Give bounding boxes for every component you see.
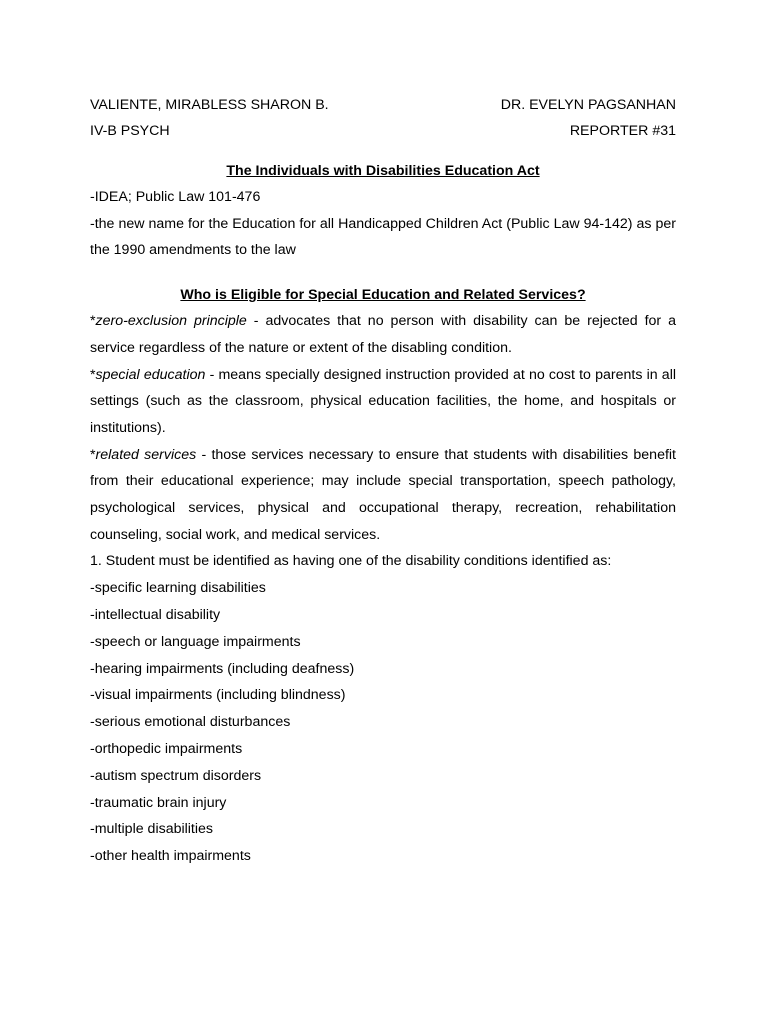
reporter-number: REPORTER #31 [569, 123, 676, 139]
document-body [90, 92, 676, 870]
professor-name: DR. EVELYN PAGSANHAN [500, 97, 676, 113]
list-item: -specific learning disabilities [90, 580, 266, 597]
section-heading-eligibility: Who is Eligible for Special Education and Related Services? [180, 287, 586, 304]
list-item: -other health impairments [90, 848, 251, 865]
list-item: -multiple disabilities [90, 821, 214, 838]
section-heading-idea: The Individuals with Disabilities Education Act [226, 163, 540, 179]
definition-term: zero-exclusion principle [95, 313, 247, 330]
list-item: -speech or language impairments [90, 633, 301, 650]
definition-paragraph: *special education - means specially designed instruction provided at no cost to parents in all settings (such as the classroom, physical education facilities, the home, and hospitals or institutions). [90, 366, 677, 436]
header-row-2 [90, 118, 676, 144]
header-row-1 [90, 92, 676, 118]
list-item: -autism spectrum disorders [90, 767, 262, 784]
student-name: VALIENTE, MIRABLESS SHARON B. [90, 97, 329, 113]
list-item: -hearing impairments (including deafness) [90, 660, 355, 677]
list-item: -traumatic brain injury [90, 794, 227, 811]
definition-paragraph: *related services - those services necessary to ensure that students with disabilities benefit from their educational experience; may include special transportation, speech pathology, psychological services, physical and occupational therapy, recreation, rehabilitation counseling, social work, and medical services. [90, 446, 676, 543]
definition-paragraph: *zero-exclusion principle - advocates that no person with disability can be rejected for a service regardless of the nature or extent of the disabling condition. [90, 313, 677, 356]
list-item: -serious emotional disturbances [90, 714, 291, 731]
list-item: -intellectual disability [90, 606, 221, 623]
idea-line-1: -IDEA; Public Law 101-476 [90, 189, 261, 205]
condition-list [90, 575, 676, 870]
definition-term: special education [95, 366, 206, 383]
definition-term: related services [95, 446, 197, 463]
list-item: -orthopedic impairments [90, 740, 243, 757]
idea-line-2: -the new name for the Education for all Handicapped Children Act (Public Law 94-142) as per the 1990 amendments to the law [90, 215, 676, 259]
list-item: -visual impairments (including blindness) [90, 687, 346, 704]
section-label: IV-B PSYCH [90, 123, 170, 139]
criterion-1: 1. Student must be identified as having one of the disability conditions identified as: [90, 553, 612, 570]
